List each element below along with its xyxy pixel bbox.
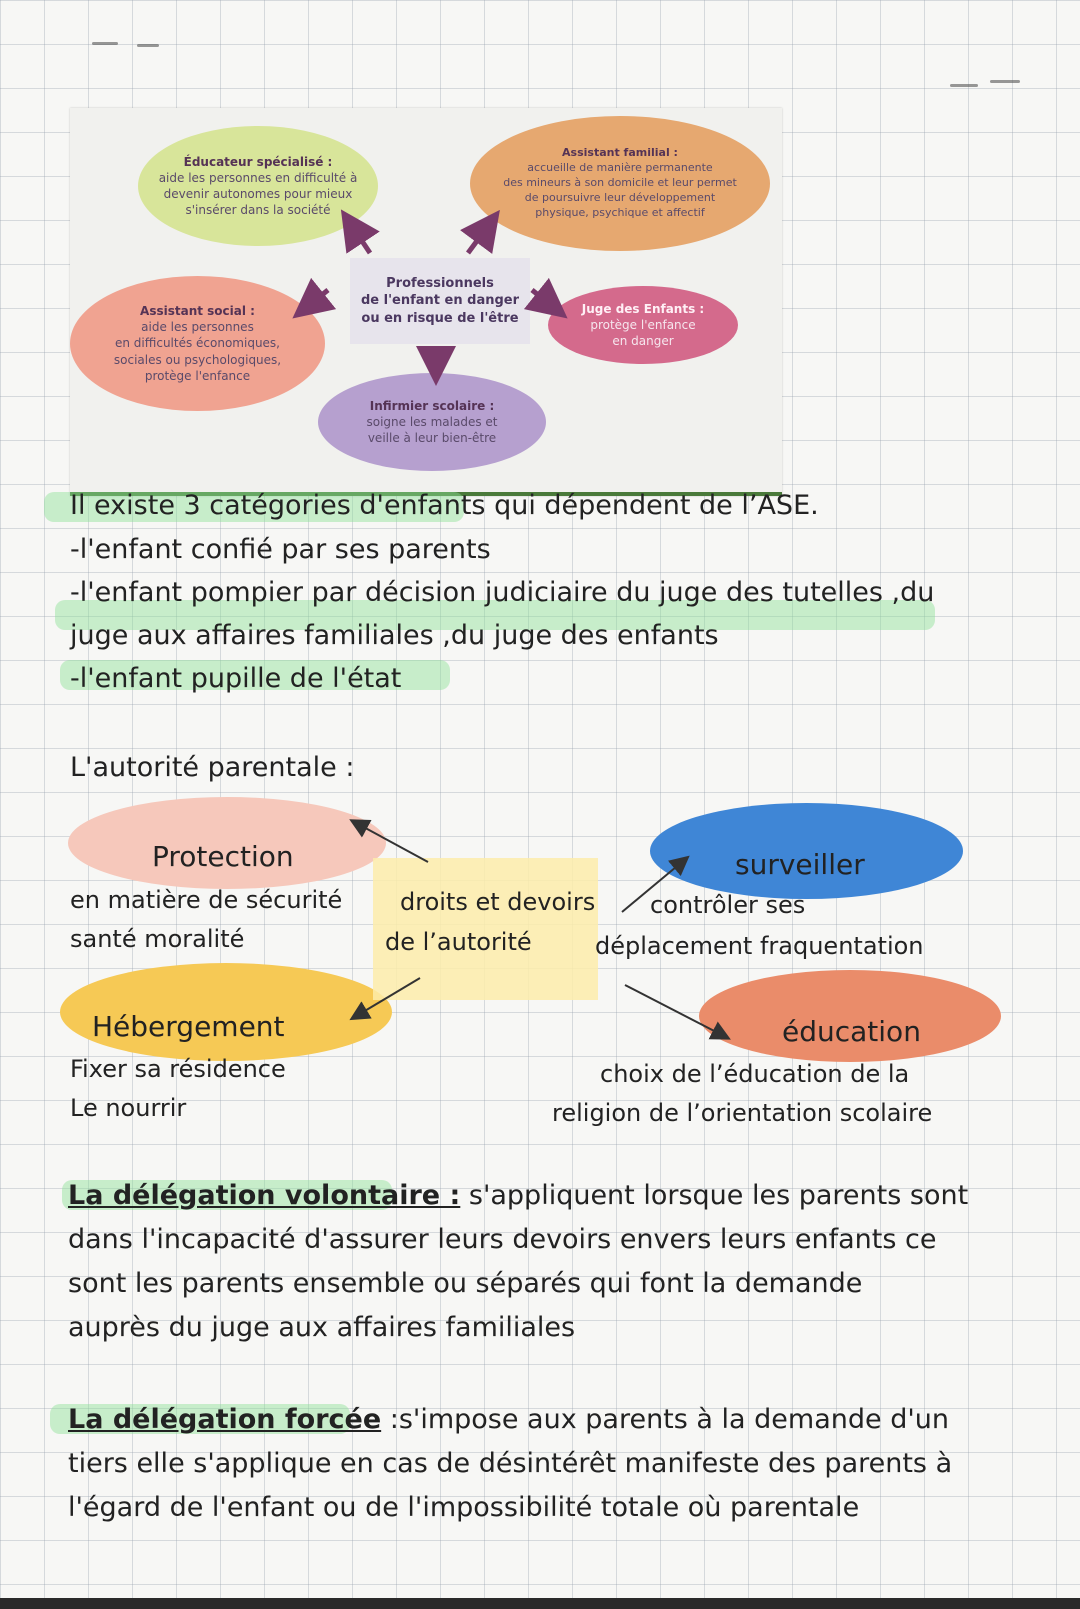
delegation-forcee-line-2: tiers elle s'applique en cas de désintérêt manifeste des parents à xyxy=(68,1448,953,1479)
center-line-2: de l'enfant en danger xyxy=(360,293,520,309)
assistant-social-title: Assistant social : xyxy=(140,304,255,319)
assistant-social-text-2: en difficultés économiques, xyxy=(114,336,280,351)
delegation-forcee-text-1: :s'impose aux parents à la demande d'un xyxy=(381,1404,949,1435)
autorite-heading: L'autorité parentale : xyxy=(70,752,355,783)
infirmier-text-2: veille à leur bien-être xyxy=(367,431,497,446)
surveiller-line-1: contrôler ses xyxy=(650,891,806,919)
surveiller-line-2: déplacement fraquentation xyxy=(595,932,924,960)
education-label: éducation xyxy=(782,1015,921,1048)
protection-label: Protection xyxy=(152,840,294,873)
ase-item-2-cont: juge aux affaires familiales ,du juge des enfants xyxy=(70,620,719,651)
protection-line-1: en matière de sécurité xyxy=(70,886,343,914)
arrow-to-protection xyxy=(358,824,428,862)
education-line-2: religion de l’orientation scolaire xyxy=(552,1099,933,1127)
assistant-familial-text-3: de poursuivre leur développement xyxy=(524,190,716,204)
delegation-forcee-term: La délégation forcée xyxy=(68,1404,382,1435)
center-line-1: Professionnels xyxy=(386,275,494,291)
assistant-social-text-1: aide les personnes xyxy=(141,320,254,335)
ase-item-3: -l'enfant pupille de l'état xyxy=(70,663,402,694)
surveiller-label: surveiller xyxy=(735,848,865,881)
educateur-text-2: devenir autonomes pour mieux xyxy=(163,187,353,201)
arrow-to-surveiller xyxy=(622,862,682,912)
infirmier-title: Infirmier scolaire : xyxy=(369,398,495,413)
delegation-volontaire-text-1: s'appliquent lorsque les parents sont xyxy=(460,1180,969,1211)
delegation-volontaire-line-1 xyxy=(68,1180,968,1211)
arrow-to-education xyxy=(625,985,722,1035)
delegation-volontaire-line-4: auprès du juge aux affaires familiales xyxy=(68,1312,576,1343)
page-bottom-edge xyxy=(0,1598,1080,1609)
education-line-1: choix de l’éducation de la xyxy=(600,1060,910,1088)
assistant-familial-text-4: physique, psychique et affectif xyxy=(535,205,705,219)
assistant-social-text-4: protège l'enfance xyxy=(144,368,251,383)
juge-text-2: en danger xyxy=(612,334,674,349)
educateur-title: Éducateur spécialisé : xyxy=(183,154,333,169)
center-line-3: ou en risque de l'être xyxy=(361,310,519,326)
center-line-droits: droits et devoirs xyxy=(400,888,596,916)
assistant-familial-title: Assistant familial : xyxy=(562,146,678,160)
arrow-to-hebergement xyxy=(358,978,420,1015)
ase-item-2: -l'enfant pompier par décision judiciaire du juge des tutelles ,du xyxy=(70,577,935,608)
ase-item-1: -l'enfant confié par ses parents xyxy=(70,534,491,565)
hebergement-label: Hébergement xyxy=(92,1010,285,1043)
delegation-volontaire-line-2: dans l'incapacité d'assurer leurs devoirs envers leurs enfants ce xyxy=(68,1224,937,1255)
delegation-forcee-line-1 xyxy=(68,1404,949,1435)
hebergement-line-2: Le nourrir xyxy=(70,1094,187,1122)
educateur-text-3: s'insérer dans la société xyxy=(185,203,331,218)
ase-intro: Il existe 3 catégories d'enfants qui dépendent de l’ASE. xyxy=(70,490,819,521)
protection-line-2: santé moralité xyxy=(70,925,245,953)
educateur-text-1: aide les personnes en difficulté à xyxy=(158,170,358,185)
delegation-volontaire-line-3: sont les parents ensemble ou séparés qui font la demande xyxy=(68,1268,863,1299)
delegation-volontaire-term: La délégation volontaire : xyxy=(68,1180,461,1211)
assistant-social-text-3: sociales ou psychologiques, xyxy=(113,352,282,367)
delegation-forcee-line-3: l'égard de l'enfant ou de l'impossibilité totale où parentale xyxy=(68,1492,860,1523)
juge-title: Juge des Enfants : xyxy=(581,301,705,316)
infirmier-text-1: soigne les malades et xyxy=(366,414,498,429)
center-line-autorite: de l’autorité xyxy=(385,928,532,956)
assistant-familial-text-1: accueille de manière permanente xyxy=(527,161,713,175)
juge-text-1: protège l'enfance xyxy=(590,317,696,332)
hebergement-line-1: Fixer sa résidence xyxy=(70,1055,286,1083)
assistant-familial-text-2: des mineurs à son domicile et leur permet xyxy=(503,176,737,190)
